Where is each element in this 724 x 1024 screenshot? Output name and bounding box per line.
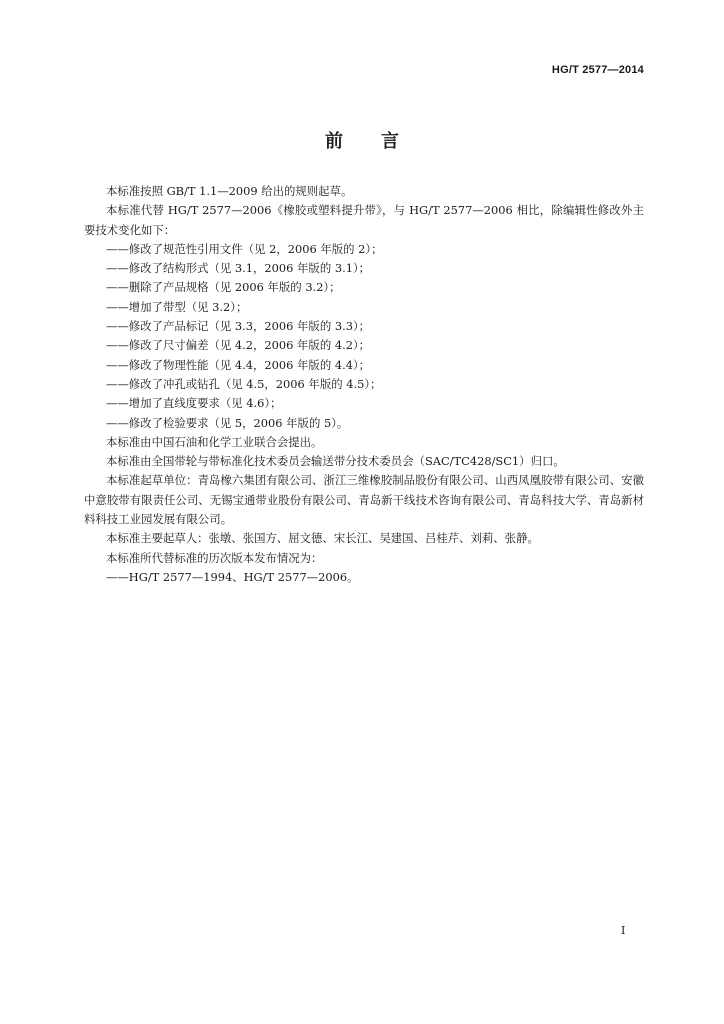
list-item: ——修改了结构形式（见 3.1，2006 年版的 3.1）；	[106, 261, 371, 276]
list-item: ——修改了冲孔或钻孔（见 4.5，2006 年版的 4.5）；	[106, 376, 382, 391]
paragraph-history-intro: 本标准所代替标准的历次版本发布情况为：	[106, 550, 323, 565]
paragraph-proposer: 本标准由中国石油和化学工业联合会提出。	[106, 434, 323, 449]
page-number: I	[621, 924, 626, 937]
document-body	[84, 182, 644, 587]
paragraph-drafting-units: 本标准起草单位：青岛橡六集团有限公司、浙江三维橡胶制品股份有限公司、山西凤凰胶带有限公司、安徽中意胶带有限责任公司、无锡宝通带业股份有限公司、青岛新干线技术咨询有限公司、青岛科技大学、青岛新材料科技工业园发展有限公司。	[84, 473, 644, 527]
list-item: ——修改了物理性能（见 4.4，2006 年版的 4.4）；	[106, 357, 371, 372]
list-item: ——删除了产品规格（见 2006 年版的 3.2）；	[106, 280, 341, 295]
page-title: 前言	[325, 131, 437, 152]
list-item: ——修改了规范性引用文件（见 2，2006 年版的 2）；	[106, 241, 383, 256]
list-item: ——修改了产品标记（见 3.3，2006 年版的 3.3）；	[106, 319, 371, 334]
paragraph-drafters: 本标准主要起草人：张墩、张国方、屈文德、宋长江、吴建国、吕桂芹、刘莉、张静。	[106, 531, 539, 546]
list-item: ——修改了检验要求（见 5，2006 年版的 5）。	[106, 415, 349, 430]
paragraph-drafting-rules: 本标准按照 GB/T 1.1—2009 给出的规则起草。	[106, 184, 353, 198]
list-item: ——增加了带型（见 3.2）；	[106, 299, 248, 314]
paragraph-responsible-committee: 本标准由全国带轮与带标准化技术委员会输送带分技术委员会（SAC/TC428/SC1）归口。	[106, 454, 565, 469]
paragraph-replacement-note: 本标准代替 HG/T 2577—2006《橡胶或塑料提升带》，与 HG/T 2577—2006 相比，除编辑性修改外主要技术变化如下：	[84, 203, 644, 237]
document-code: HG/T 2577—2014	[551, 64, 644, 76]
history-item: ——HG/T 2577—1994、HG/T 2577—2006。	[106, 569, 359, 584]
list-item: ——修改了尺寸偏差（见 4.2，2006 年版的 4.2）；	[106, 338, 371, 353]
change-list	[84, 240, 644, 433]
list-item: ——增加了直线度要求（见 4.6）；	[106, 396, 282, 411]
